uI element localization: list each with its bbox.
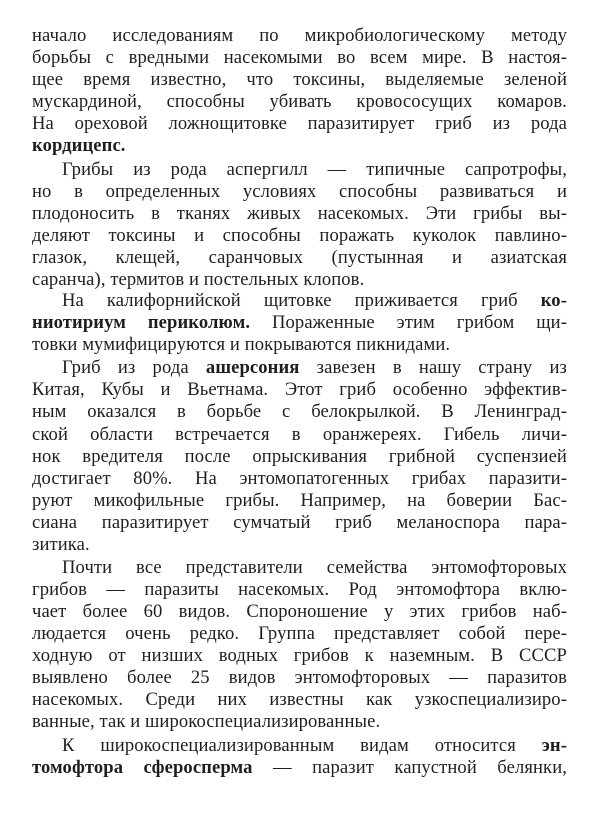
text-line: Китая, Кубы и Вьетнама. Этот гриб особенно эффектив-: [32, 379, 567, 400]
text-line: нок вредителя после опрыскивания грибной суспензией: [32, 446, 567, 467]
text-line: мускардиной, способны убивать кровососущих комаров.: [32, 91, 567, 112]
text-line: чает более 60 видов. Спороношение у этих грибов наб-: [32, 601, 567, 622]
species-term: томофтора сферосперма: [32, 757, 253, 778]
genus-term: ниотириум периколюм.: [32, 312, 251, 333]
text-span: завезен в нашу страну из: [299, 357, 567, 378]
text-line: [32, 135, 567, 157]
text-line: На ореховой ложнощитовке паразитирует гриб из рода: [32, 113, 567, 134]
text-line: людается очень редко. Группа представляет собой пере-: [32, 623, 567, 644]
text-line: ходную от низших водных грибов к наземным. В СССР: [32, 645, 567, 666]
text-line: достигает 80%. На энтомопатогенных грибах паразити-: [32, 468, 567, 489]
text-line: плодоносить в тканях живых насекомых. Эти грибы вы-: [32, 203, 567, 224]
genus-term: ашерсония: [205, 357, 300, 378]
species-term: эн-: [541, 735, 567, 756]
text-line: начало исследованиям по микробиологическому методу: [32, 25, 567, 46]
text-line: деляют токсины и способны поражать куколок павлино-: [32, 225, 567, 246]
text-line: руют микофильные грибы. Например, на боверии Бас-: [32, 490, 567, 511]
text-line: ным оказался в борьбе с белокрылкой. В Ленинград-: [32, 401, 567, 422]
text-line: глазок, клещей, саранчовых (пустынная и азиатская: [32, 247, 567, 268]
text-line: но в определенных условиях способны развиваться и: [32, 181, 567, 202]
paragraph-start: Грибы из рода аспергилл — типичные сапротрофы,: [62, 159, 567, 180]
text-span: На калифорнийской щитовке приживается гриб: [62, 290, 541, 311]
text-span: — паразит капустной белянки,: [252, 757, 567, 778]
genus-term: кордицепс.: [32, 135, 126, 156]
text-line: товки мумифицируются и покрываются пикнидами.: [32, 334, 451, 355]
text-line: выявлено более 25 видов энтомофторовых — паразитов: [32, 667, 567, 688]
paragraph-start: Почти все представители семейства энтомофторовых: [62, 557, 567, 578]
text-line: грибов — паразиты насекомых. Род энтомофтора вклю-: [32, 579, 567, 600]
text-line: щее время известно, что токсины, выделяемые зеленой: [32, 69, 567, 90]
paragraph-start: [62, 357, 567, 379]
text-line: ванные, так и широкоспециализированные.: [32, 711, 381, 732]
text-line: [32, 312, 567, 334]
text-line: ской области встречается в оранжереях. Гибель личи-: [32, 424, 567, 445]
text-line: зитика.: [32, 534, 90, 555]
paragraph-start: [62, 290, 567, 312]
text-span: К широкоспециализированным видам относится: [62, 735, 542, 756]
genus-term: ко-: [540, 290, 567, 311]
text-line: саранча), термитов и постельных клопов.: [32, 269, 365, 290]
text-line: насекомых. Среди них известны как узкоспециализиро-: [32, 689, 567, 710]
text-line: борьбы с вредными насекомыми во всем мире. В настоя-: [32, 47, 567, 68]
text-line: сиана паразитирует сумчатый гриб меланоспора пара-: [32, 512, 567, 533]
text-span: Пораженные этим грибом щи-: [250, 312, 567, 333]
text-span: Гриб из рода: [62, 357, 206, 378]
